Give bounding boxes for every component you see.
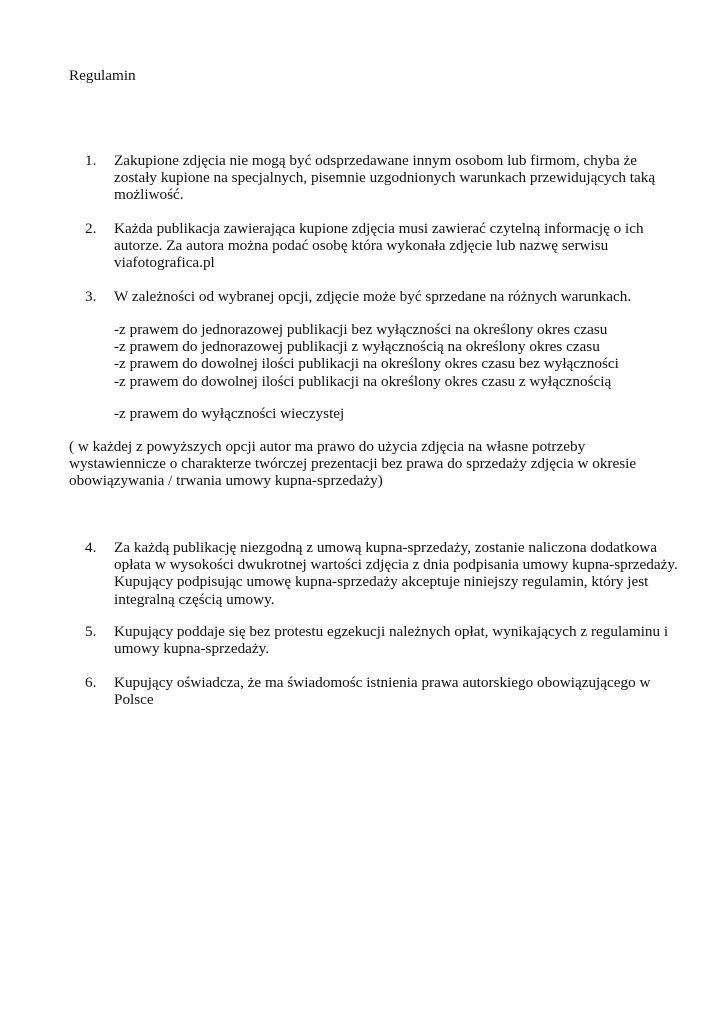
option-line: -z prawem do dowolnej ilości publikacji na określony okres czasu bez wyłączności bbox=[114, 355, 619, 373]
text-line: Kupujący oświadcza, że ma świadomośc istnienia prawa autorskiego obowiązującego w bbox=[114, 674, 651, 691]
option-line: -z prawem do jednorazowej publikacji bez wyłączności na określony okres czasu bbox=[114, 321, 608, 338]
list-item-number: 3. bbox=[85, 288, 97, 305]
list-item-number: 1. bbox=[85, 152, 97, 169]
list-item-2 bbox=[85, 220, 665, 272]
list-item-6 bbox=[85, 674, 665, 708]
text-line: viafotografica.pl bbox=[114, 254, 215, 272]
note-paragraph bbox=[69, 438, 669, 490]
list-item-number: 2. bbox=[85, 220, 97, 237]
list-item-text bbox=[114, 152, 674, 204]
option-exclusive bbox=[114, 405, 674, 422]
document-title: Regulamin bbox=[69, 67, 136, 84]
list-item-4 bbox=[85, 539, 678, 608]
text-line: Kupujący poddaje się bez protestu egzekucji należnych opłat, wynikających z regulaminu i bbox=[114, 623, 669, 640]
text-line: ( w każdej z powyższych opcji autor ma prawo do użycia zdjęcia na własne potrzeby bbox=[69, 438, 586, 455]
text-line: integralną częścią umowy. bbox=[114, 590, 275, 608]
list-item-text bbox=[114, 623, 674, 657]
text-line: obowiązywania / trwania umowy kupna-sprzedaży) bbox=[69, 472, 383, 490]
list-item-5 bbox=[85, 623, 669, 658]
text-line: W zależności od wybranej opcji, zdjęcie może być sprzedane na różnych warunkach. bbox=[114, 288, 632, 305]
option-line: -z prawem do jednorazowej publikacji z wyłącznością na określony okres czasu bbox=[114, 338, 600, 356]
text-line: wystawiennicze o charakterze twórczej prezentacji bez prawa do sprzedaży zdjęcia w okresie bbox=[69, 455, 637, 473]
text-line: umowy kupna-sprzedaży. bbox=[114, 640, 270, 658]
text-line: Za każdą publikację niezgodną z umową kupna-sprzedaży, zostanie naliczona dodatkowa bbox=[114, 539, 657, 556]
list-item-text bbox=[114, 220, 674, 272]
options-list bbox=[114, 321, 674, 390]
option-line: -z prawem do dowolnej ilości publikacji na określony okres czasu z wyłącznością bbox=[114, 372, 612, 390]
text-line: możliwość. bbox=[114, 186, 184, 204]
list-item-3 bbox=[85, 288, 665, 305]
text-line: Zakupione zdjęcia nie mogą być odsprzedawane innym osobom lub firmom, chyba że bbox=[114, 152, 637, 169]
list-item-number: 6. bbox=[85, 674, 97, 691]
text-line: Kupujący podpisując umowę kupna-sprzedaży akceptuje niniejszy regulamin, który jest bbox=[114, 573, 649, 591]
list-item-text bbox=[114, 539, 678, 608]
option-line: -z prawem do wyłączności wieczystej bbox=[114, 405, 345, 422]
list-item-1 bbox=[85, 152, 665, 204]
text-line: autorze. Za autora można podać osobę która wykonała zdjęcie lub nazwę serwisu bbox=[114, 237, 609, 255]
list-item-number: 4. bbox=[85, 539, 97, 556]
text-line: Każda publikacja zawierająca kupione zdjęcia musi zawierać czytelną informację o ich bbox=[114, 220, 644, 237]
text-line: Polsce bbox=[114, 691, 154, 709]
list-item-text bbox=[114, 288, 674, 305]
list-item-text bbox=[114, 674, 674, 708]
text-line: zostały kupione na specjalnych, pisemnie uzgodnionych warunkach przewidujących taką bbox=[114, 169, 656, 187]
text-line: opłata w wysokości dwukrotnej wartości zdjęcia z dnia podpisania umowy kupna-sprzedaży. bbox=[114, 556, 678, 574]
list-item-number: 5. bbox=[85, 623, 97, 640]
